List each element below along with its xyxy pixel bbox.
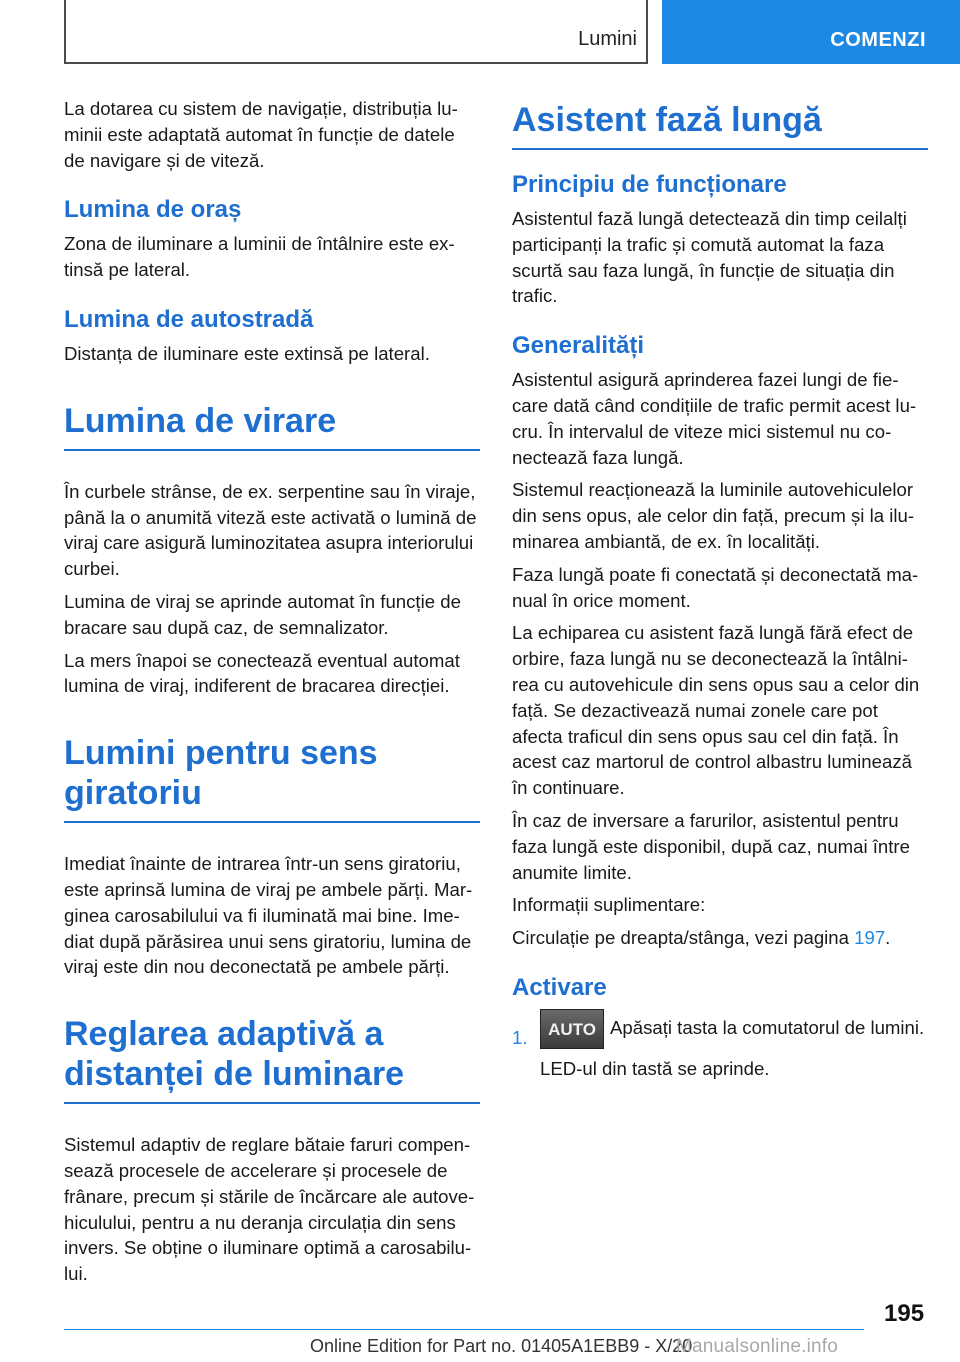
page-link-197[interactable]: 197 (854, 927, 886, 949)
step-1-instruction (540, 1009, 928, 1049)
general-paragraph-2: Sistemul reacționează la luminile autovehiculelor din sens opus, ale celor din față, precum și la iluminarea ambiantă, de ex. în localități. (512, 479, 915, 552)
cross-ref-prefix: Circulație pe dreapta/stânga, vezi pagina (512, 927, 855, 949)
chapter-tab[interactable]: COMENZI (662, 0, 960, 64)
roundabout-heading: Lumini pentru sens giratoriu (64, 733, 480, 823)
highway-light-heading: Lumina de autostradă (64, 305, 314, 333)
general-paragraph-5: În caz de inversare a farurilor, asistentul pentru faza lungă este disponibil, după caz, numai între anumite limite. (512, 809, 910, 883)
step-number: 1. (512, 1026, 528, 1048)
intro-paragraph: La dotarea cu sistem de navigație, distribuția luminii este adaptată automat în funcție de datele de navigare și de viteză. (64, 98, 458, 171)
watermark: Manualsonline.info (676, 1336, 839, 1357)
cornering-paragraph-1: În curbele strânse, de ex. serpentine sau în viraje, până la o anumită viteză este activată o lumină de viraj care asigură luminozitatea asupra interiorului curbei. (64, 480, 477, 580)
auto-button-icon: AUTO (540, 1009, 604, 1049)
general-paragraph-4: La echiparea cu asistent fază lungă fără efect de orbire, faza lungă nu se deconectează la întâlnirea cu autovehicule din sens opus sau a celor din față. Se dezactivează numai zonele care pot afecta traficul din sens opus sau cel din față. În acest caz martorul de control albastru luminează în continuare. (512, 622, 920, 799)
general-paragraph-6: Informații suplimentare: (512, 894, 706, 916)
page-number: 195 (884, 1300, 925, 1327)
right-column (512, 96, 928, 1089)
footer-divider (64, 1329, 864, 1330)
city-light-text: Zona de iluminare a luminii de întâlnire este extinsă pe lateral. (64, 233, 455, 281)
cornering-paragraph-3: La mers înapoi se conectează eventual automat lumina de viraj, indiferent de bracarea direcției. (64, 649, 460, 697)
cornering-light-heading: Lumina de virare (64, 401, 480, 451)
activation-heading: Activare (512, 973, 607, 1001)
city-light-heading: Lumina de oraș (64, 196, 242, 224)
cornering-paragraph-2: Lumina de viraj se aprinde automat în funcție de bracare sau după caz, de semnalizator. (64, 590, 461, 638)
step-1-text: Apăsați tasta la comutatorul de lumini. (610, 1016, 925, 1038)
edition-note: Online Edition for Part no. 01405A1EBB9 - X/20 (310, 1336, 693, 1356)
general-paragraph-3: Faza lungă poate fi conectată și deconectată manual în orice moment. (512, 563, 919, 611)
principle-heading: Principiu de funcționare (512, 171, 787, 198)
step-1-result: LED-ul din tastă se aprinde. (540, 1057, 770, 1079)
activation-step-1 (512, 1009, 928, 1082)
highway-light-text: Distanța de iluminare este extinsă pe lateral. (64, 342, 430, 364)
adaptive-range-text: Sistemul adaptiv de reglare bătaie faruri compensează procesele de accelerare și procesele de frânare, precum și stările de încărcare ale autovehiculului, pentru a nu deranja circulația din sens invers. Se obține o iluminare optimă a carosabilului. (64, 1134, 475, 1285)
roundabout-text: Imediat înainte de intrarea într-un sens giratoriu, este aprinsă lumina de viraj pe ambele părți. Marginea carosabilului va fi iluminată mai bine. Imediat după părăsirea unui sens giratoriu, lumina de viraj este din nou deconectată pe ambele părți. (64, 853, 473, 978)
general-heading: Generalități (512, 332, 645, 360)
cross-ref-suffix: . (885, 927, 891, 949)
left-column (64, 96, 480, 1294)
general-paragraph-1: Asistentul asigură aprinderea fazei lungi de fiecare dată când condițiile de trafic permit acest lucru. În intervalul de viteze mici sistemul nu conectează faza lungă. (512, 369, 917, 468)
principle-text: Asistentul fază lungă detectează din timp ceilalți participanți la trafic și comută automat la faza scurtă sau faza lungă, în funcție de situația din trafic. (512, 208, 907, 307)
high-beam-assistant-heading: Asistent fază lungă (512, 100, 928, 150)
header-frame (64, 0, 648, 64)
adaptive-range-heading: Reglarea adaptivă a distanței de luminare (64, 1014, 480, 1104)
general-paragraph-7 (512, 925, 928, 951)
section-title: Lumini (578, 28, 637, 50)
